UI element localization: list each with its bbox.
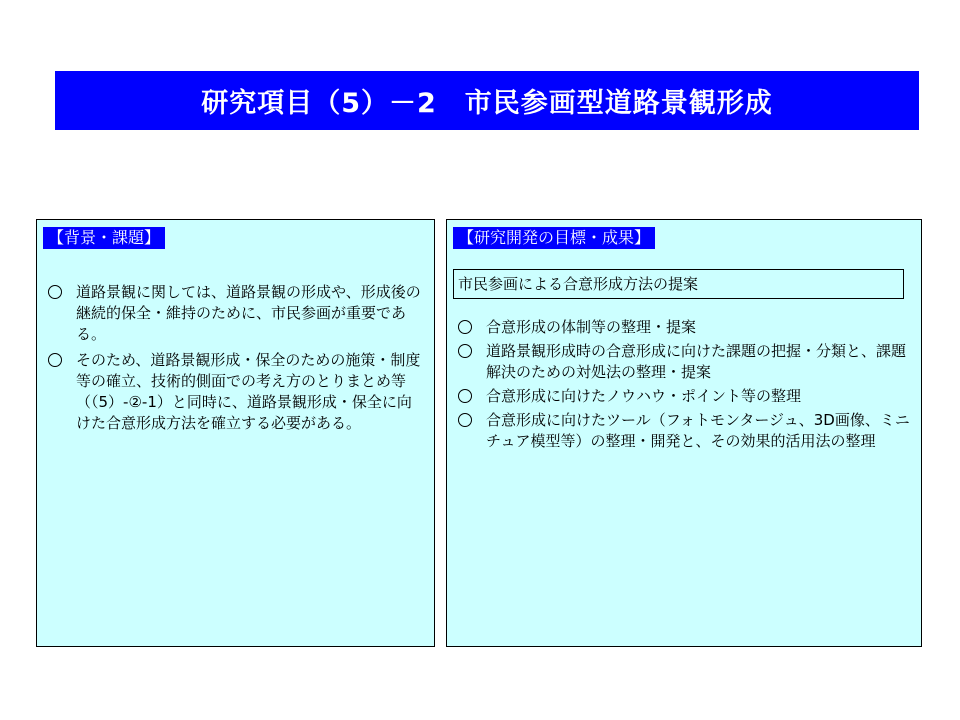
list-item (48, 350, 424, 434)
goals-results-list (458, 317, 913, 455)
list-item-text: 道路景観形成時の合意形成に向けた課題の把握・分類と、課題解決のための対処法の整理・提案 (486, 342, 907, 381)
circle-bullet-icon (458, 344, 472, 358)
list-item (458, 410, 913, 452)
list-item (458, 386, 913, 407)
list-item (458, 341, 913, 383)
list-item-text: そのため、道路景観形成・保全のための施策・制度等の確立、技術的側面での考え方のとりまとめ等（（5）-②-1）と同時に、道路景観形成・保全に向けた合意形成方法を確立する必要がある。 (76, 351, 421, 432)
list-item (458, 317, 913, 338)
circle-bullet-icon (48, 353, 62, 367)
circle-bullet-icon (458, 413, 472, 427)
goals-results-header: 【研究開発の目標・成果】 (453, 227, 655, 249)
background-issues-list (48, 282, 424, 439)
list-item-text: 道路景観に関しては、道路景観の形成や、形成後の継続的保全・維持のために、市民参画が重要である。 (76, 283, 421, 343)
list-item-text: 合意形成に向けたノウハウ・ポイント等の整理 (486, 387, 802, 405)
background-issues-header: 【背景・課題】 (43, 227, 165, 249)
circle-bullet-icon (458, 320, 472, 334)
list-item (48, 282, 424, 345)
list-item-text: 合意形成に向けたツール（フォトモンタージュ、3D画像、ミニチュア模型等）の整理・開発と、その効果的活用法の整理 (486, 411, 910, 450)
list-item-text: 合意形成の体制等の整理・提案 (486, 318, 697, 336)
slide-title: 研究項目（5）－2 市民参画型道路景観形成 (201, 88, 773, 119)
proposal-box: 市民参画による合意形成方法の提案 (453, 269, 904, 299)
goals-results-panel (446, 219, 922, 647)
slide-title-bar (55, 71, 919, 130)
background-issues-panel (36, 219, 435, 647)
circle-bullet-icon (48, 285, 62, 299)
circle-bullet-icon (458, 389, 472, 403)
